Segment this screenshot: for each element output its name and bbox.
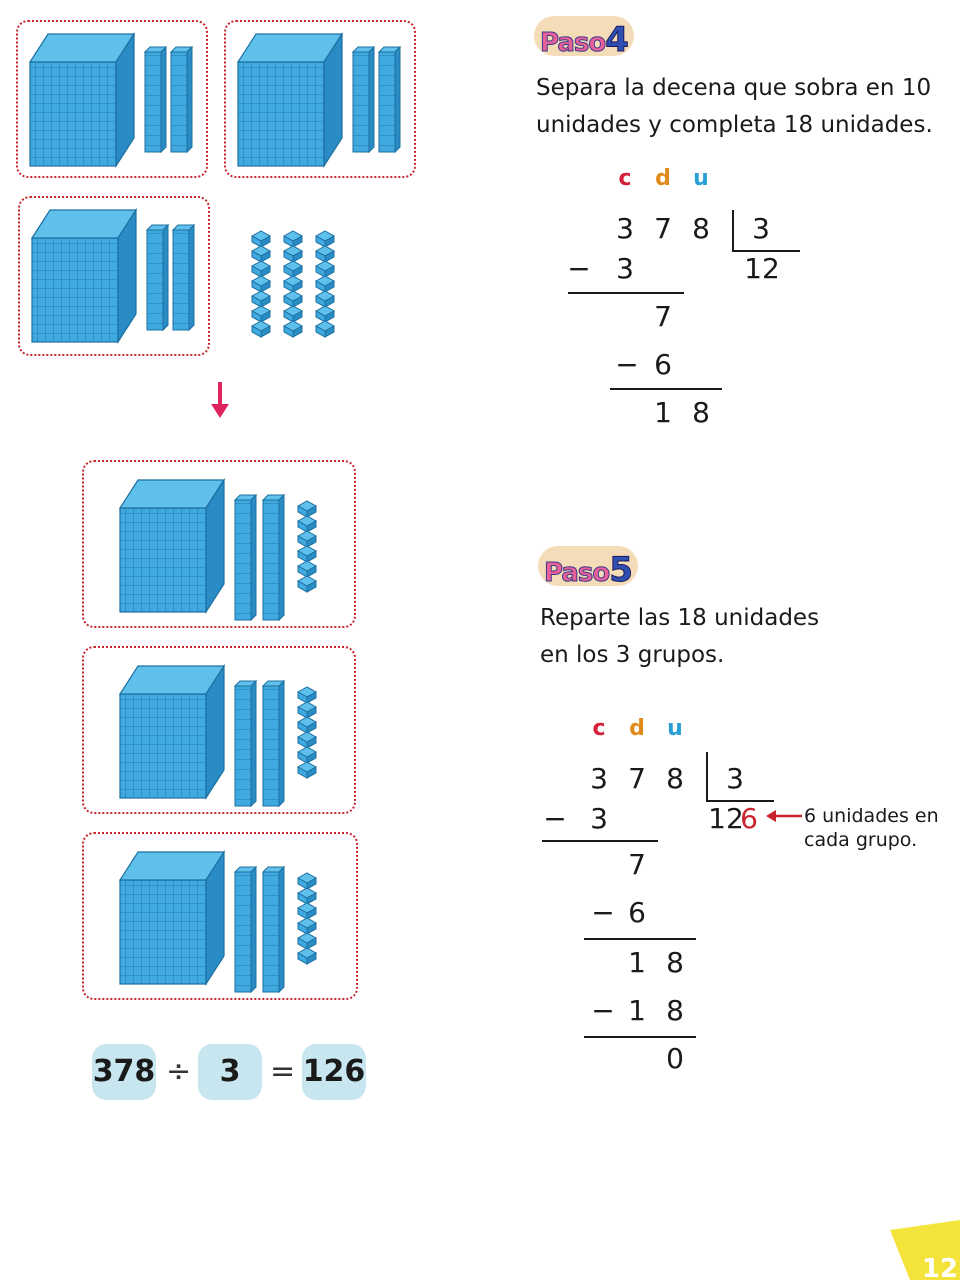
down-arrow-icon [208,380,232,420]
step5-division-bar [706,752,708,802]
hundred-flat [28,32,138,172]
page-number: 12 [921,1254,958,1284]
step5-quotient-black: 12 [708,802,744,835]
step4-header-d: d [655,166,671,191]
equation-equals-sign: = [270,1054,296,1089]
ten-rod [352,46,376,154]
step5-header-d: d [629,716,645,741]
step5-sub1: 3 [590,802,608,835]
step4-badge: Paso4 [540,20,628,60]
step5-sub2: 6 [628,896,646,929]
ten-rod [262,866,286,994]
ten-rod [234,866,258,994]
unit-cube [250,320,272,338]
equation-divide-sign: ÷ [166,1054,192,1089]
hundred-flat [118,664,228,804]
step4-dividend-u: 8 [692,212,710,245]
hundred-flat [30,208,140,348]
step5-minus-2: − [591,896,615,929]
step5-header-c: c [592,716,606,741]
step4-line-1 [568,292,684,294]
step5-instruction-line2: en los 3 grupos. [540,642,725,668]
unit-cube [282,320,304,338]
ten-rod [170,46,194,154]
step5-divisor: 3 [726,762,744,795]
step4-sub2: 6 [654,348,672,381]
step4-divisor: 3 [752,212,770,245]
step5-header-u: u [667,716,683,741]
hundred-flat [118,478,228,618]
ten-rod [172,224,196,332]
step5-line-1 [542,840,658,842]
step5-final-remainder: 0 [666,1042,684,1075]
equation-dividend: 378 [92,1044,156,1100]
ten-rod [234,680,258,808]
step4-instruction [536,70,933,144]
step5-sub3-d: 1 [628,994,646,1027]
ten-rod [146,224,170,332]
step4-line-2 [610,388,722,390]
unit-cube [296,575,318,593]
hundred-flat [118,850,228,990]
step5-note [804,804,939,852]
step4-rem2-u: 8 [692,396,710,429]
step5-dividend-u: 8 [666,762,684,795]
ten-rod [262,494,286,622]
ten-rod [234,494,258,622]
step4-header-u: u [693,166,709,191]
step4-quotient: 12 [744,252,780,285]
step5-dividend-c: 3 [590,762,608,795]
step4-instruction-line1: Separa la decena que sobra en 10 [536,75,932,101]
step4-minus-2: − [615,348,639,381]
equation-divisor: 3 [198,1044,262,1100]
step5-dividend-d: 7 [628,762,646,795]
equation-result: 126 [302,1044,366,1100]
unit-cube [296,947,318,965]
step4-rem1: 7 [654,300,672,333]
unit-cube [296,761,318,779]
hundred-flat [236,32,346,172]
ten-rod [378,46,402,154]
step5-note-line1: 6 unidades en [804,805,939,827]
step5-quotient-red: 6 [740,802,758,835]
step4-dividend-c: 3 [616,212,634,245]
step4-sub1: 3 [616,252,634,285]
ten-rod [144,46,168,154]
ten-rod [262,680,286,808]
step4-dividend-d: 7 [654,212,672,245]
step4-division-bar [732,210,734,252]
step5-sub3-u: 8 [666,994,684,1027]
step5-minus-3: − [591,994,615,1027]
step4-minus-1: − [567,252,591,285]
step4-header-c: c [618,166,632,191]
step5-line-2 [584,938,696,940]
step5-line-3 [584,1036,696,1038]
step5-badge: Paso5 [544,550,632,590]
step5-rem1: 7 [628,848,646,881]
step5-rem2-u: 8 [666,946,684,979]
step5-minus-1: − [543,802,567,835]
step4-rem2-d: 1 [654,396,672,429]
step5-instruction [540,600,819,674]
pointer-arrow-icon [764,808,804,824]
step4-instruction-line2: unidades y completa 18 unidades. [536,112,933,138]
step5-instruction-line1: Reparte las 18 unidades [540,605,820,631]
step5-note-line2: cada grupo. [804,829,918,851]
unit-cube [314,320,336,338]
step5-rem2-d: 1 [628,946,646,979]
